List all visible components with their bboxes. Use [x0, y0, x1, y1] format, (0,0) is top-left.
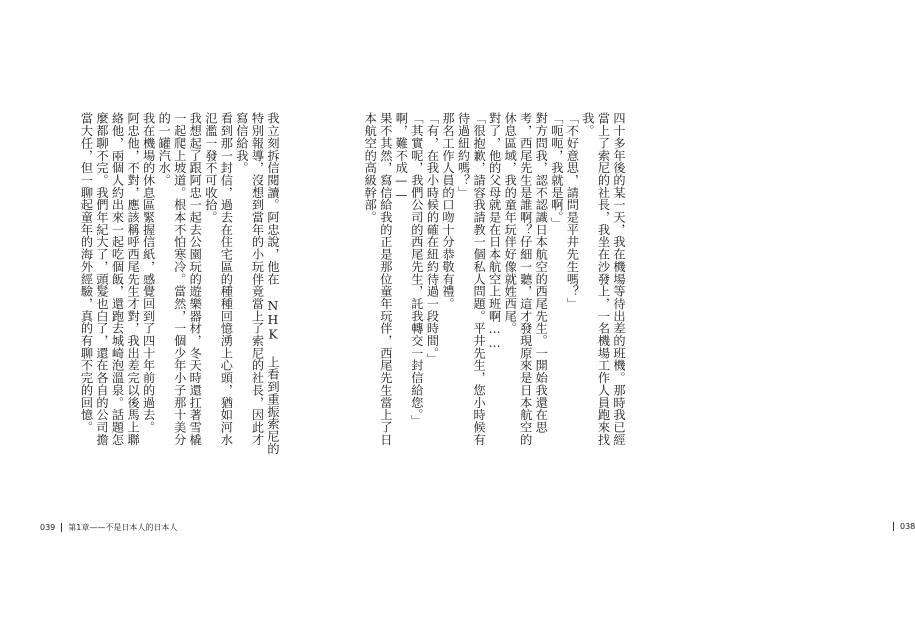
- paragraph: 那名工作人員的口吻十分恭敬有禮。: [440, 112, 455, 310]
- paragraph: 「有，在我小時候的確在紐約待過一段時間。」: [425, 112, 440, 366]
- paragraph: 我想起了跟阿忠一起去公園玩的遊樂器材，冬天時還扛著雪橇一起爬上坡道。根本不怕寒冷。當然，一個少年小子那十美分的一罐汽水。: [157, 112, 203, 446]
- paragraph: 「很抱歉，請容我請教一個私人問題。平井先生，您小時候有待過紐約嗎？」: [456, 112, 487, 446]
- paragraph: 對了，他的父母就是在日本航空上班啊……: [487, 112, 502, 351]
- paragraph: 我在機場的休息區緊握信紙，感覺回到了四十年前的過去。: [141, 112, 156, 434]
- left-page-footer: [40, 522, 177, 533]
- left-page-number: 039: [40, 523, 56, 532]
- right-page-footer: [893, 522, 915, 531]
- footer-divider: [61, 523, 62, 532]
- paragraph: 阿忠他，不對，應該稱呼西尾先生才對，我出差完以後馬上聯絡他，兩個人約出來一起吃個飯，還跑去城崎泡溫泉。話題怎麼都聊不完。我們年紀大了，頭髮也白了，還在各自的公司擔當大任，但一聊起童年的海外經驗，真的有聊不完的回憶。: [79, 112, 141, 446]
- paragraph: 「呃呃，我就是啊。」: [549, 112, 564, 230]
- paragraph: 啊，難不成——: [394, 112, 409, 203]
- paragraph: 「其實呢，我們公司的西尾先生，託我轉交一封信給您。」: [409, 112, 424, 427]
- paragraph: 四十多年後的某一天，我在機場等待出差的班機。那時我已經當上了索尼的社長，我坐在沙發上，一名機場工作人員跑來找我。: [580, 112, 626, 446]
- right-page-number: 038: [900, 522, 915, 531]
- paragraph: 果不其然，寫信給我的正是那位童年玩伴，西尾先生當上了日本航空的高級幹部。: [363, 112, 393, 446]
- left-page-body: [60, 112, 280, 457]
- right-page: [320, 0, 915, 640]
- footer-divider: [893, 522, 894, 531]
- right-page-body: [326, 112, 626, 457]
- paragraph: 我立刻拆信閱讀。阿忠說，他在 NHK 上看到重振索尼的特別報導，沒想到當年的小玩伴竟當上了索尼的社長，因此才寫信給我。: [234, 112, 280, 455]
- chapter-running-head: 第1章——不是日本人的日本人: [68, 523, 178, 532]
- paragraph: 看到那一封信，過去在住宅區的種種回憶湧上心頭，猶如河水氾濫一發不可收拾。: [203, 112, 234, 446]
- paragraph: 對方問我，認不認識日本航空的西尾先生。一開始我還在思考，西尾先生是誰啊？仔細一聽，這才發現原來是日本航空的休息區域，我的童年玩伴好像就姓西尾。: [503, 112, 549, 446]
- left-page: [0, 0, 320, 640]
- paragraph: 「不好意思，請問是平井先生嗎？」: [565, 112, 580, 310]
